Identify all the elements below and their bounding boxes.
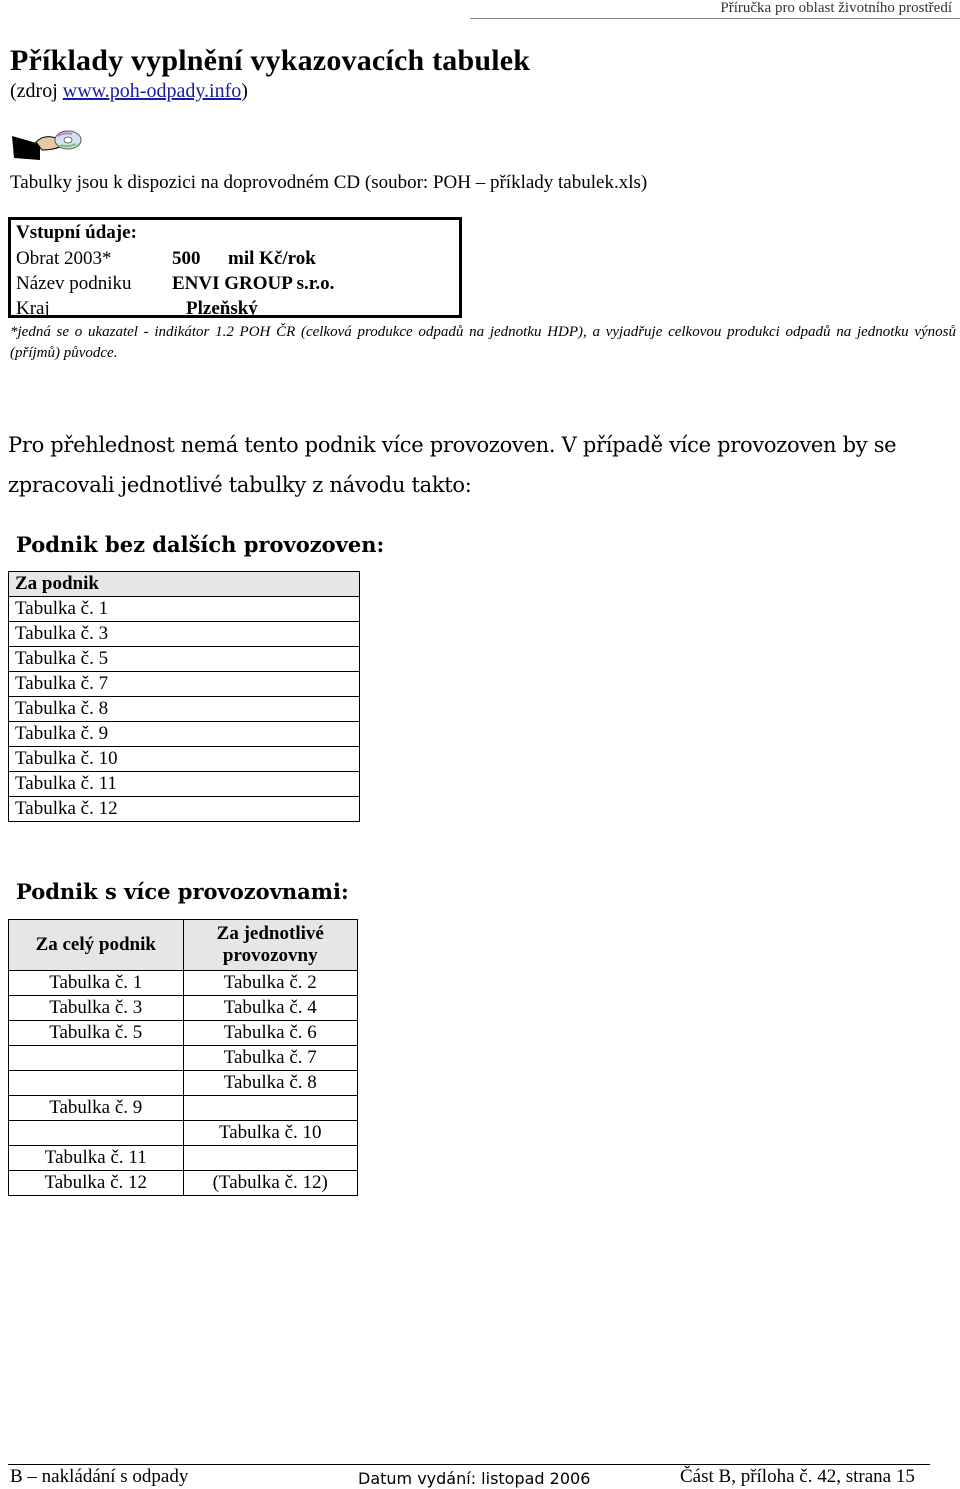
table-row: Tabulka č. 9 bbox=[9, 722, 360, 747]
table-cell: Tabulka č. 12 bbox=[9, 1171, 184, 1196]
running-header: Příručka pro oblast životního prostředí bbox=[720, 0, 952, 16]
input-label-turnover: Obrat 2003* bbox=[16, 248, 112, 269]
table-cell: Tabulka č. 4 bbox=[183, 996, 358, 1021]
input-value-region: Plzeňský bbox=[186, 298, 258, 319]
table-row: Tabulka č. 10 bbox=[9, 747, 360, 772]
table-cell: Tabulka č. 8 bbox=[183, 1071, 358, 1096]
table-cell: (Tabulka č. 12) bbox=[183, 1171, 358, 1196]
table-cell bbox=[9, 1046, 184, 1071]
input-unit-turnover: mil Kč/rok bbox=[228, 248, 316, 269]
source-suffix: ) bbox=[241, 80, 248, 102]
multi-site-col2-head: Za jednotlivé provozovny bbox=[183, 920, 358, 971]
page-title: Příklady vyplnění vykazovacích tabulek bbox=[10, 44, 531, 77]
section1-heading: Podnik bez dalších provozoven: bbox=[16, 532, 385, 557]
table-cell: Tabulka č. 2 bbox=[183, 971, 358, 996]
input-value-company: ENVI GROUP s.r.o. bbox=[172, 273, 335, 294]
input-value-turnover: 500 bbox=[172, 248, 201, 269]
table-cell bbox=[183, 1146, 358, 1171]
input-label-region: Kraj bbox=[16, 298, 50, 319]
intro-paragraph: Pro přehlednost nemá tento podnik více provozoven. V případě více provozoven by se zpracovali jednotlivé tabulky z návodu takto: bbox=[8, 433, 897, 497]
footer-section: B – nakládání s odpady bbox=[10, 1466, 189, 1487]
table-cell: Tabulka č. 1 bbox=[9, 971, 184, 996]
single-site-table-head: Za podnik bbox=[9, 572, 360, 597]
table-cell: Tabulka č. 9 bbox=[9, 1096, 184, 1121]
input-data-box bbox=[8, 217, 462, 318]
table-row: Tabulka č. 12 bbox=[9, 797, 360, 822]
table-row: Tabulka č. 5 bbox=[9, 647, 360, 672]
source-prefix: (zdroj bbox=[10, 80, 63, 102]
table-row: Tabulka č. 7 bbox=[9, 672, 360, 697]
table-row: Tabulka č. 8 bbox=[9, 697, 360, 722]
table-cell bbox=[9, 1121, 184, 1146]
table-cell: Tabulka č. 6 bbox=[183, 1021, 358, 1046]
table-row: Tabulka č. 1 bbox=[9, 597, 360, 622]
source-link[interactable]: www.poh-odpady.info bbox=[62, 80, 242, 102]
table-cell: Tabulka č. 5 bbox=[9, 1021, 184, 1046]
table-cell: Tabulka č. 10 bbox=[183, 1121, 358, 1146]
table-cell bbox=[9, 1071, 184, 1096]
footer-page: Část B, příloha č. 42, strana 15 bbox=[680, 1466, 915, 1487]
table-cell: Tabulka č. 7 bbox=[183, 1046, 358, 1071]
section2-heading: Podnik s více provozovnami: bbox=[16, 879, 349, 904]
table-cell: Tabulka č. 11 bbox=[9, 1146, 184, 1171]
source-line bbox=[10, 80, 248, 103]
multi-site-col1-head: Za celý podnik bbox=[9, 920, 184, 971]
footer-date: Datum vydání: listopad 2006 bbox=[358, 1469, 591, 1488]
table-row: Tabulka č. 11 bbox=[9, 772, 360, 797]
single-site-table bbox=[8, 571, 360, 822]
header-rule bbox=[470, 18, 960, 19]
table-cell: Tabulka č. 3 bbox=[9, 996, 184, 1021]
input-label-company: Název podniku bbox=[16, 273, 132, 294]
table-cell bbox=[183, 1096, 358, 1121]
table-row: Tabulka č. 3 bbox=[9, 622, 360, 647]
multi-site-table bbox=[8, 919, 358, 1196]
input-heading: Vstupní údaje: bbox=[16, 222, 137, 243]
footnote: *jedná se o ukazatel - indikátor 1.2 POH ČR (celková produkce odpadů na jednotku HDP), a vyjadřuje celkovou produkci odpadů na jednotku výnosů (příjmů) původce. bbox=[10, 324, 956, 361]
hand-holding-cd-icon bbox=[10, 128, 82, 162]
footer-rule bbox=[8, 1464, 930, 1465]
cd-note: Tabulky jsou k dispozici na doprovodném CD (soubor: POH – příklady tabulek.xls) bbox=[10, 172, 648, 193]
